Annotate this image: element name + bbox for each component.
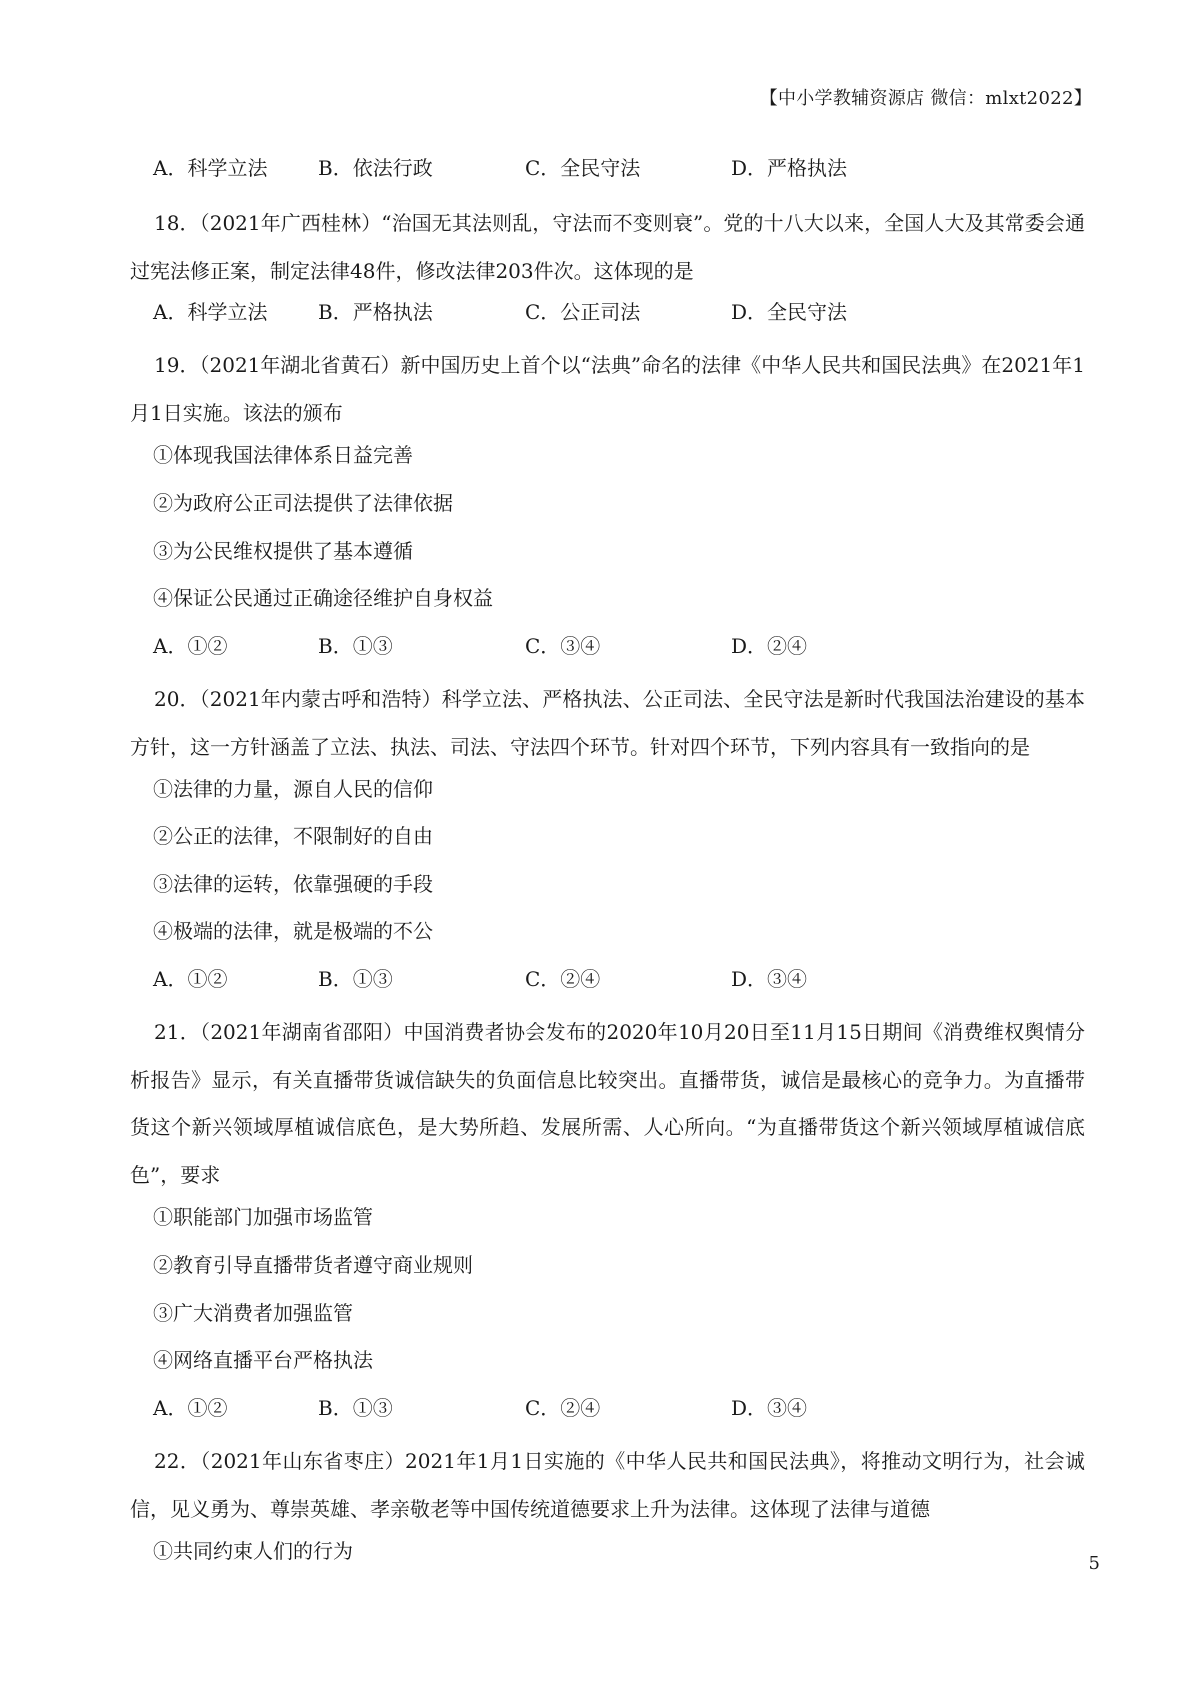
q21-option-a: A．①② (153, 1396, 228, 1420)
q20-stem: 20．（2021年内蒙古呼和浩特）科学立法、严格执法、公正司法、全民守法是新时代我国法治建设的基本方针，这一方针涵盖了立法、执法、司法、守法四个环节。针对四个环节，下列内容具有一致指向的是 (130, 687, 1085, 759)
q20-statement-1: ①法律的力量，源自人民的信仰 (153, 777, 433, 801)
q20-option-d: D．③④ (731, 967, 808, 991)
q20-options (153, 965, 953, 993)
q21-option-b: B．①③ (318, 1396, 393, 1420)
q19-stem: 19．（2021年湖北省黄石）新中国历史上首个以“法典”命名的法律《中华人民共和国民法典》在2021年1月1日实施。该法的颁布 (130, 353, 1085, 425)
q19-statement-3: ③为公民维权提供了基本遵循 (153, 539, 413, 563)
q17-option-a: A．科学立法 (153, 156, 268, 180)
q18-option-b: B．严格执法 (318, 300, 433, 324)
q20-statement-3: ③法律的运转，依靠强硬的手段 (153, 872, 433, 896)
q22-stem: 22．（2021年山东省枣庄）2021年1月1日实施的《中华人民共和国民法典》，将推动文明行为，社会诚信，见义勇为、尊崇英雄、孝亲敬老等中国传统道德要求上升为法律。这体现了法律与道德 (130, 1449, 1085, 1521)
q18-stem: 18．（2021年广西桂林）“治国无其法则乱，守法而不变则衰”。党的十八大以来，全国人大及其常委会通过宪法修正案，制定法律48件，修改法律203件次。这体现的是 (130, 211, 1085, 283)
q21-options (153, 1394, 953, 1422)
q18-option-c: C．公正司法 (525, 300, 641, 324)
q19-option-d: D．②④ (731, 634, 808, 658)
q19-statement-1: ①体现我国法律体系日益完善 (153, 443, 413, 467)
page-header: 【中小学教辅资源店 微信：mlxt2022】 (759, 88, 1092, 109)
q17-options (153, 154, 953, 182)
q20-option-a: A．①② (153, 967, 228, 991)
q19-statement-4: ④保证公民通过正确途径维护自身权益 (153, 586, 493, 610)
q19-statement-2: ②为政府公正司法提供了法律依据 (153, 491, 453, 515)
q21-statement-1: ①职能部门加强市场监管 (153, 1205, 373, 1229)
q20-statement-4: ④极端的法律，就是极端的不公 (153, 919, 433, 943)
q20-statement-2: ②公正的法律，不限制好的自由 (153, 824, 433, 848)
q17-option-c: C．全民守法 (525, 156, 641, 180)
q21-statement-2: ②教育引导直播带货者遵守商业规则 (153, 1253, 473, 1277)
q17-option-d: D．严格执法 (731, 156, 848, 180)
q19-option-b: B．①③ (318, 634, 393, 658)
q17-option-b: B．依法行政 (318, 156, 433, 180)
q18-options (153, 298, 953, 326)
q21-option-c: C．②④ (525, 1396, 601, 1420)
q21-statement-4: ④网络直播平台严格执法 (153, 1348, 373, 1372)
q20-option-b: B．①③ (318, 967, 393, 991)
q21-statement-3: ③广大消费者加强监管 (153, 1301, 353, 1325)
q19-options (153, 632, 953, 660)
q18-option-d: D．全民守法 (731, 300, 848, 324)
q20-option-c: C．②④ (525, 967, 601, 991)
page-number: 5 (1088, 1553, 1100, 1574)
q18-option-a: A．科学立法 (153, 300, 268, 324)
q19-option-c: C．③④ (525, 634, 601, 658)
q21-option-d: D．③④ (731, 1396, 808, 1420)
q21-stem: 21．（2021年湖南省邵阳）中国消费者协会发布的2020年10月20日至11月15日期间《消费维权舆情分析报告》显示，有关直播带货诚信缺失的负面信息比较突出。直播带货，诚信是最核心的竞争力。为直播带货这个新兴领域厚植诚信底色，是大势所趋、发展所需、人心所向。“为直播带货这个新兴领域厚植诚信底色”，要求 (130, 1020, 1085, 1187)
q22-statement-1: ①共同约束人们的行为 (153, 1539, 353, 1563)
q19-option-a: A．①② (153, 634, 228, 658)
